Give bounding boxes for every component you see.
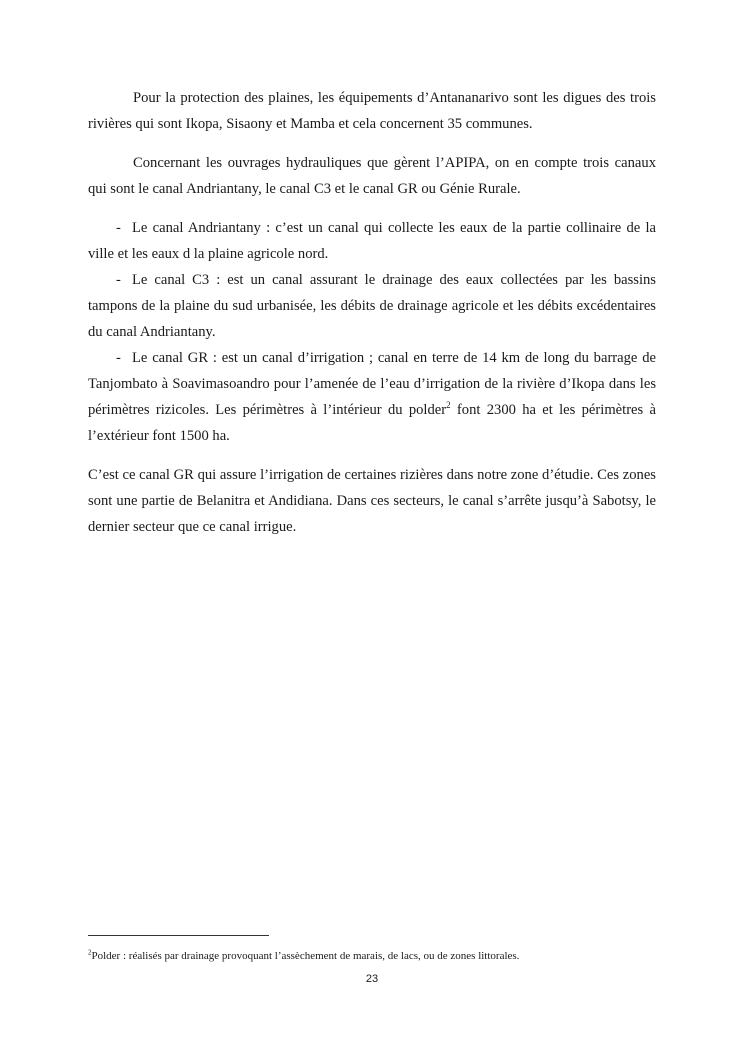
page-number: 23 (365, 973, 379, 985)
canal-list (88, 215, 656, 449)
bullet-dash: - (116, 350, 121, 366)
paragraph-dikes: Pour la protection des plaines, les équipements d’Antananarivo sont les digues des trois rivières qui sont Ikopa, Sisaony et Mamba et cela concernent 35 communes. (88, 90, 656, 132)
list-item-text-continued: font 2300 ha et les périmètres à l’extérieur font 1500 ha. (88, 402, 656, 444)
list-item-andriantany (88, 215, 656, 267)
paragraph-gr-irrigation: C’est ce canal GR qui assure l’irrigation de certaines rizières dans notre zone d’étudie. Ces zones sont une partie de Belanitra et Andidiana. Dans ces secteurs, le canal s’arrête jusqu’à Sabotsy, le dernier secteur que ce canal irrigue. (88, 467, 656, 535)
list-item-text: Le canal Andriantany : c’est un canal qui collecte les eaux de la partie collinaire de la ville et les eaux d la plaine agricole nord. (88, 220, 656, 262)
list-item-text: Le canal GR : est un canal d’irrigation ; canal en terre de 14 km de long du barrage de Tanjombato à Soavimasoandro pour l’amenée de l’eau d’irrigation de la rivière d’Ikopa dans les périmètres rizicoles. Les périmètres à l’intérieur du polder (88, 350, 656, 418)
bullet-dash: - (116, 220, 121, 236)
list-item-gr (88, 345, 656, 449)
footnote (88, 949, 688, 963)
footnote-divider (88, 935, 269, 936)
paragraph-canals-intro: Concernant les ouvrages hydrauliques que gèrent l’APIPA, on en compte trois canaux qui sont le canal Andriantany, le canal C3 et le canal GR ou Génie Rurale. (88, 155, 656, 197)
footnote-reference: 2 (446, 400, 451, 411)
list-item-text: Le canal C3 : est un canal assurant le drainage des eaux collectées par les bassins tampons de la plaine du sud urbanisée, les débits de drainage agricole et les débits excédentaires du canal Andriantany. (88, 272, 656, 340)
list-item-c3 (88, 267, 656, 345)
footnote-marker: 2 (88, 948, 92, 957)
footnote-text: Polder : réalisés par drainage provoquant l’assèchement de marais, de lacs, ou de zones littorales. (91, 950, 520, 962)
bullet-dash: - (116, 272, 121, 288)
body-text (88, 85, 656, 540)
